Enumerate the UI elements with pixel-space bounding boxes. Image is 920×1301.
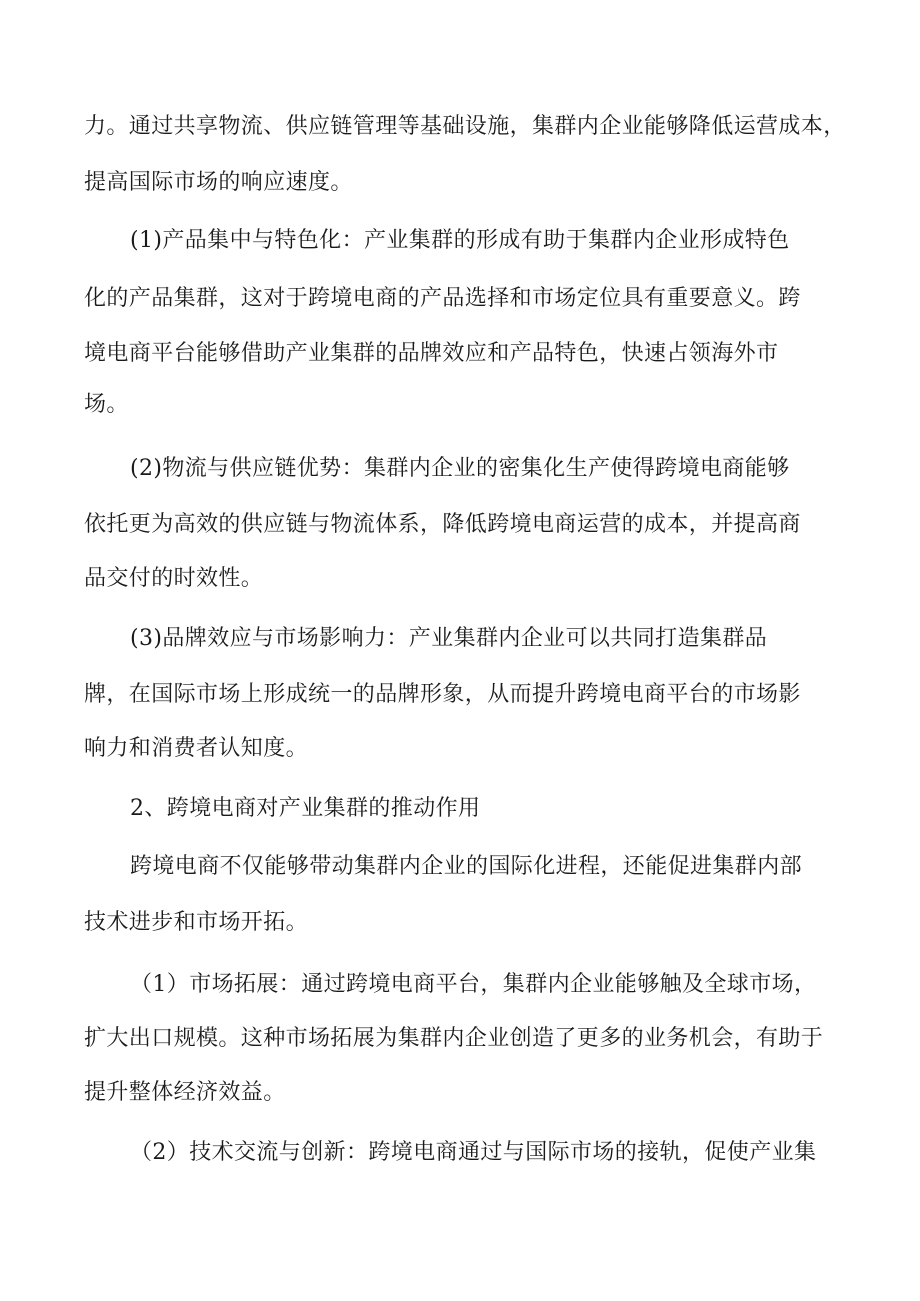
paragraph-heading: （1）市场拓展：通过跨境电商平台，集群内企业能够触及全球市场，	[130, 972, 817, 997]
section-heading: 2、跨境电商对产业集群的推动作用	[130, 796, 481, 821]
text-line: 依托更为高效的供应链与物流体系，降低跨境电商运营的成本，并提高商	[84, 512, 801, 537]
text-line: 场。	[84, 392, 129, 417]
text-line: 提升整体经济效益。	[84, 1080, 286, 1105]
text-line: 力。通过共享物流、供应链管理等基础设施，集群内企业能够降低运营成本，	[84, 114, 846, 139]
paragraph-heading: (1)产品集中与特色化：产业集群的形成有助于集群内企业形成特色	[130, 228, 790, 253]
paragraph-heading: （2）技术交流与创新：跨境电商通过与国际市场的接轨，促使产业集	[130, 1140, 817, 1165]
text-line: 提高国际市场的响应速度。	[84, 170, 353, 195]
text-line: 跨境电商不仅能够带动集群内企业的国际化进程，还能促进集群内部	[130, 854, 803, 879]
text-line: 化的产品集群，这对于跨境电商的产品选择和市场定位具有重要意义。跨	[84, 286, 801, 311]
paragraph-heading: (3)品牌效应与市场影响力：产业集群内企业可以共同打造集群品	[130, 626, 768, 651]
text-line: 境电商平台能够借助产业集群的品牌效应和产品特色，快速占领海外市	[84, 341, 779, 366]
text-line: 技术进步和市场开拓。	[84, 910, 309, 935]
paragraph-heading: (2)物流与供应链优势：集群内企业的密集化生产使得跨境电商能够	[130, 456, 790, 481]
text-line: 品交付的时效性。	[84, 566, 264, 591]
text-line: 扩大出口规模。这种市场拓展为集群内企业创造了更多的业务机会，有助于	[84, 1026, 824, 1051]
text-line: 响力和消费者认知度。	[84, 736, 309, 761]
text-line: 牌，在国际市场上形成统一的品牌形象，从而提升跨境电商平台的市场影	[84, 682, 801, 707]
